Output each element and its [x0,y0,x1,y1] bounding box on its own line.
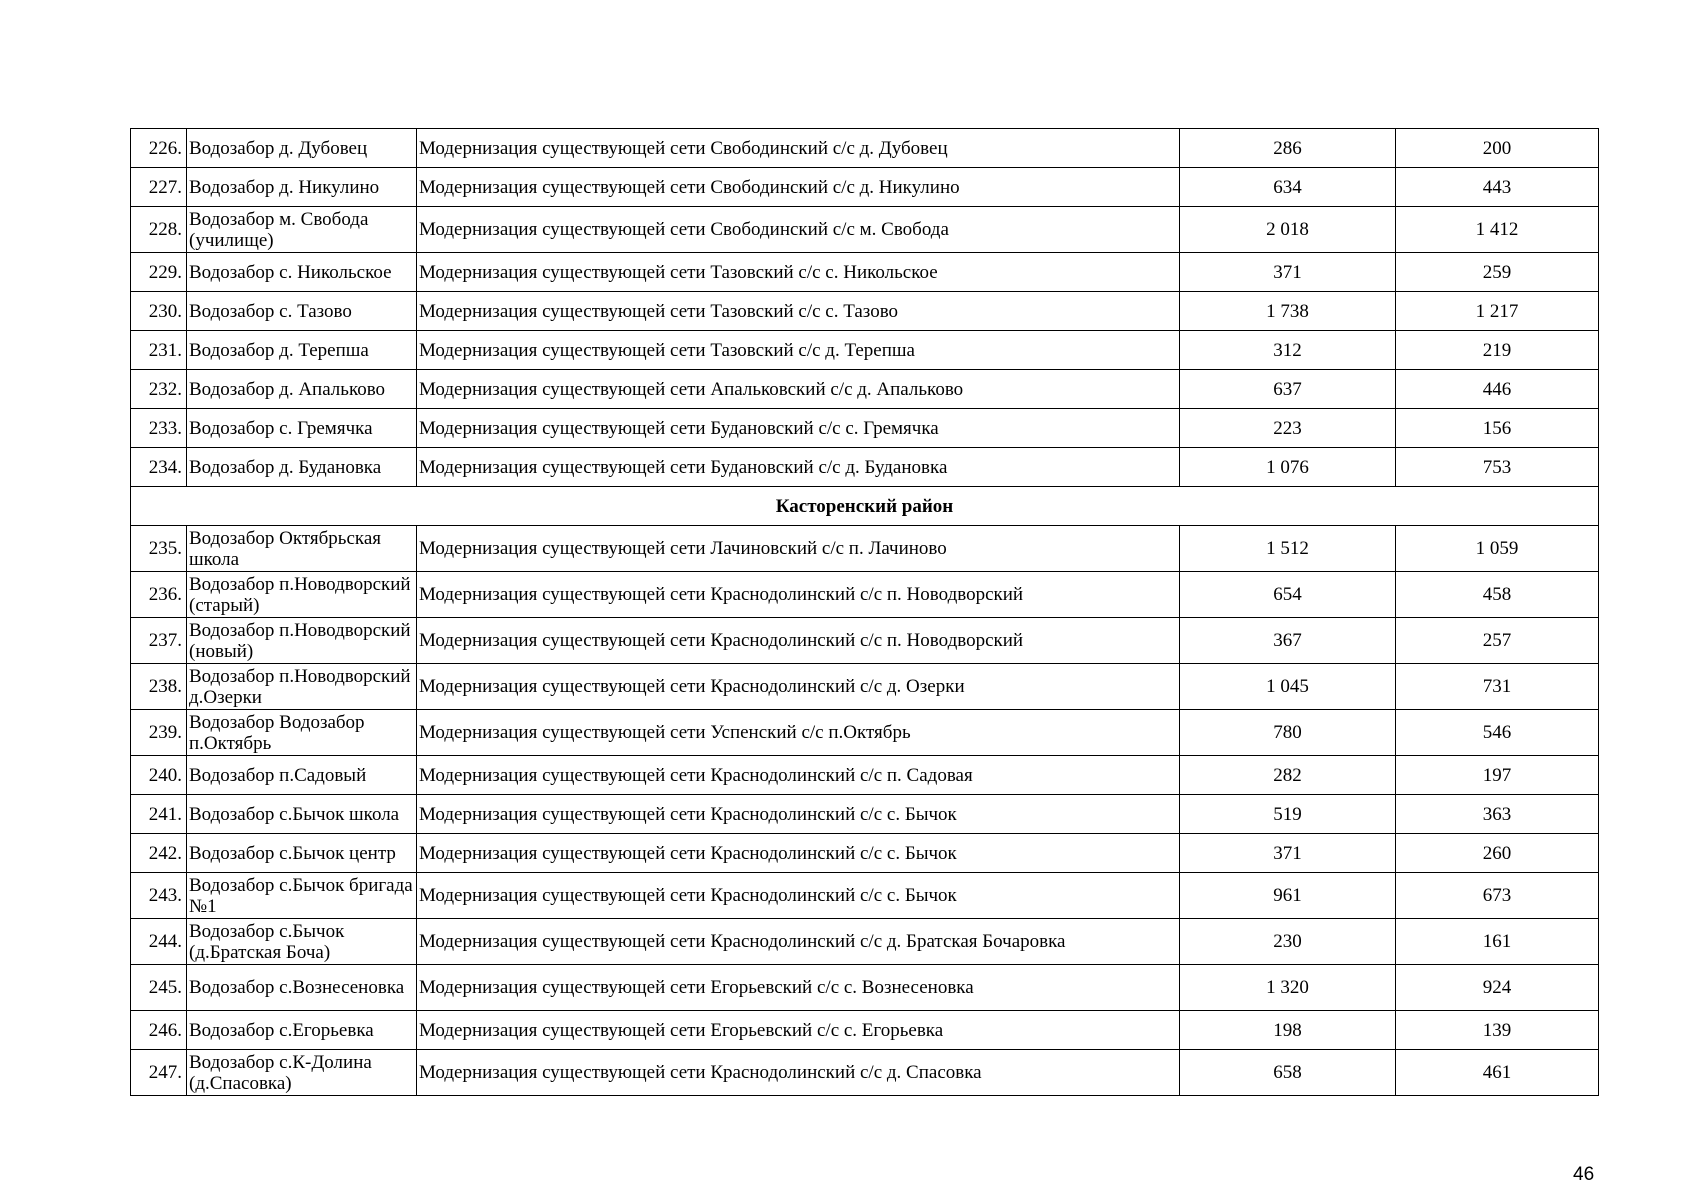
row-number: 234. [131,448,187,487]
row-number: 245. [131,965,187,1011]
value-1: 312 [1180,331,1396,370]
value-2: 446 [1396,370,1599,409]
work-description: Модернизация существующей сети Лачиновский с/с п. Лачиново [417,526,1180,572]
table-row [131,834,1599,873]
value-2: 1 217 [1396,292,1599,331]
value-2: 458 [1396,572,1599,618]
intake-name: Водозабор п.Новодворский (старый) [187,572,417,618]
intake-name: Водозабор с.К-Долина (д.Спасовка) [187,1050,417,1096]
work-description: Модернизация существующей сети Свободинский с/с д. Дубовец [417,129,1180,168]
table-row [131,664,1599,710]
intake-name: Водозабор п.Новодворский д.Озерки [187,664,417,710]
work-description: Модернизация существующей сети Будановский с/с с. Гремячка [417,409,1180,448]
value-2: 753 [1396,448,1599,487]
intake-name: Водозабор с. Тазово [187,292,417,331]
row-number: 244. [131,919,187,965]
row-number: 236. [131,572,187,618]
row-number: 240. [131,756,187,795]
value-2: 259 [1396,253,1599,292]
intake-name: Водозабор Водозабор п.Октябрь [187,710,417,756]
row-number: 235. [131,526,187,572]
table-row [131,331,1599,370]
work-description: Модернизация существующей сети Краснодолинский с/с с. Бычок [417,834,1180,873]
value-1: 1 045 [1180,664,1396,710]
table-row [131,526,1599,572]
row-number: 246. [131,1011,187,1050]
table-row [131,756,1599,795]
value-2: 546 [1396,710,1599,756]
table-row [131,168,1599,207]
value-1: 637 [1180,370,1396,409]
intake-name: Водозабор Октябрьская школа [187,526,417,572]
value-1: 1 320 [1180,965,1396,1011]
intake-name: Водозабор с.Бычок центр [187,834,417,873]
work-description: Модернизация существующей сети Краснодолинский с/с п. Новодворский [417,572,1180,618]
table-row [131,129,1599,168]
page-number: 46 [1573,1164,1595,1185]
value-1: 658 [1180,1050,1396,1096]
row-number: 237. [131,618,187,664]
value-2: 197 [1396,756,1599,795]
table-row [131,1011,1599,1050]
work-description: Модернизация существующей сети Свободинский с/с д. Никулино [417,168,1180,207]
intake-name: Водозабор д. Будановка [187,448,417,487]
table-row [131,409,1599,448]
value-1: 961 [1180,873,1396,919]
table-row [131,207,1599,253]
value-2: 924 [1396,965,1599,1011]
value-2: 443 [1396,168,1599,207]
row-number: 227. [131,168,187,207]
work-description: Модернизация существующей сети Свободинский с/с м. Свобода [417,207,1180,253]
value-1: 367 [1180,618,1396,664]
work-description: Модернизация существующей сети Краснодолинский с/с д. Спасовка [417,1050,1180,1096]
table-row [131,873,1599,919]
table-row [131,795,1599,834]
value-1: 1 738 [1180,292,1396,331]
work-description: Модернизация существующей сети Краснодолинский с/с с. Бычок [417,873,1180,919]
work-description: Модернизация существующей сети Апальковский с/с д. Апальково [417,370,1180,409]
value-2: 673 [1396,873,1599,919]
intake-name: Водозабор с.Бычок бригада №1 [187,873,417,919]
table-row [131,1050,1599,1096]
work-description: Модернизация существующей сети Тазовский с/с д. Терепша [417,331,1180,370]
intake-name: Водозабор д. Никулино [187,168,417,207]
value-2: 1 412 [1396,207,1599,253]
value-1: 654 [1180,572,1396,618]
row-number: 247. [131,1050,187,1096]
value-1: 1 512 [1180,526,1396,572]
value-2: 219 [1396,331,1599,370]
work-description: Модернизация существующей сети Краснодолинский с/с д. Озерки [417,664,1180,710]
row-number: 230. [131,292,187,331]
value-2: 161 [1396,919,1599,965]
value-1: 780 [1180,710,1396,756]
intake-name: Водозабор д. Дубовец [187,129,417,168]
row-number: 242. [131,834,187,873]
work-description: Модернизация существующей сети Тазовский с/с с. Никольское [417,253,1180,292]
work-description: Модернизация существующей сети Егорьевский с/с с. Вознесеновка [417,965,1180,1011]
value-2: 200 [1396,129,1599,168]
section-row [131,487,1599,526]
row-number: 233. [131,409,187,448]
intake-name: Водозабор с.Вознесеновка [187,965,417,1011]
row-number: 239. [131,710,187,756]
table-row [131,292,1599,331]
intake-name: Водозабор с.Егорьевка [187,1011,417,1050]
row-number: 229. [131,253,187,292]
row-number: 238. [131,664,187,710]
intake-name: Водозабор д. Апальково [187,370,417,409]
value-1: 282 [1180,756,1396,795]
intake-name: Водозабор с.Бычок школа [187,795,417,834]
section-title: Касторенский район [131,487,1599,526]
value-1: 519 [1180,795,1396,834]
value-1: 230 [1180,919,1396,965]
value-1: 2 018 [1180,207,1396,253]
work-description: Модернизация существующей сети Краснодолинский с/с д. Братская Бочаровка [417,919,1180,965]
value-1: 286 [1180,129,1396,168]
work-description: Модернизация существующей сети Краснодолинский с/с п. Новодворский [417,618,1180,664]
intake-name: Водозабор п.Садовый [187,756,417,795]
work-description: Модернизация существующей сети Краснодолинский с/с с. Бычок [417,795,1180,834]
row-number: 226. [131,129,187,168]
work-description: Модернизация существующей сети Успенский с/с п.Октябрь [417,710,1180,756]
value-1: 1 076 [1180,448,1396,487]
intake-name: Водозабор с. Гремячка [187,409,417,448]
value-2: 260 [1396,834,1599,873]
value-2: 1 059 [1396,526,1599,572]
table-row [131,618,1599,664]
table-row [131,710,1599,756]
table-row [131,965,1599,1011]
water-intake-table [130,128,1599,1096]
intake-name: Водозабор м. Свобода (училище) [187,207,417,253]
value-1: 634 [1180,168,1396,207]
table-row [131,253,1599,292]
row-number: 231. [131,331,187,370]
value-2: 257 [1396,618,1599,664]
row-number: 241. [131,795,187,834]
table-row [131,370,1599,409]
row-number: 232. [131,370,187,409]
table-row [131,919,1599,965]
row-number: 243. [131,873,187,919]
value-1: 371 [1180,834,1396,873]
row-number: 228. [131,207,187,253]
intake-name: Водозабор с.Бычок (д.Братская Боча) [187,919,417,965]
table-row [131,572,1599,618]
work-description: Модернизация существующей сети Тазовский с/с с. Тазово [417,292,1180,331]
value-2: 731 [1396,664,1599,710]
intake-name: Водозабор с. Никольское [187,253,417,292]
value-2: 363 [1396,795,1599,834]
value-2: 156 [1396,409,1599,448]
value-1: 198 [1180,1011,1396,1050]
intake-name: Водозабор д. Терепша [187,331,417,370]
table-row [131,448,1599,487]
work-description: Модернизация существующей сети Егорьевский с/с с. Егорьевка [417,1011,1180,1050]
value-1: 223 [1180,409,1396,448]
work-description: Модернизация существующей сети Будановский с/с д. Будановка [417,448,1180,487]
value-2: 139 [1396,1011,1599,1050]
value-1: 371 [1180,253,1396,292]
value-2: 461 [1396,1050,1599,1096]
intake-name: Водозабор п.Новодворский (новый) [187,618,417,664]
work-description: Модернизация существующей сети Краснодолинский с/с п. Садовая [417,756,1180,795]
